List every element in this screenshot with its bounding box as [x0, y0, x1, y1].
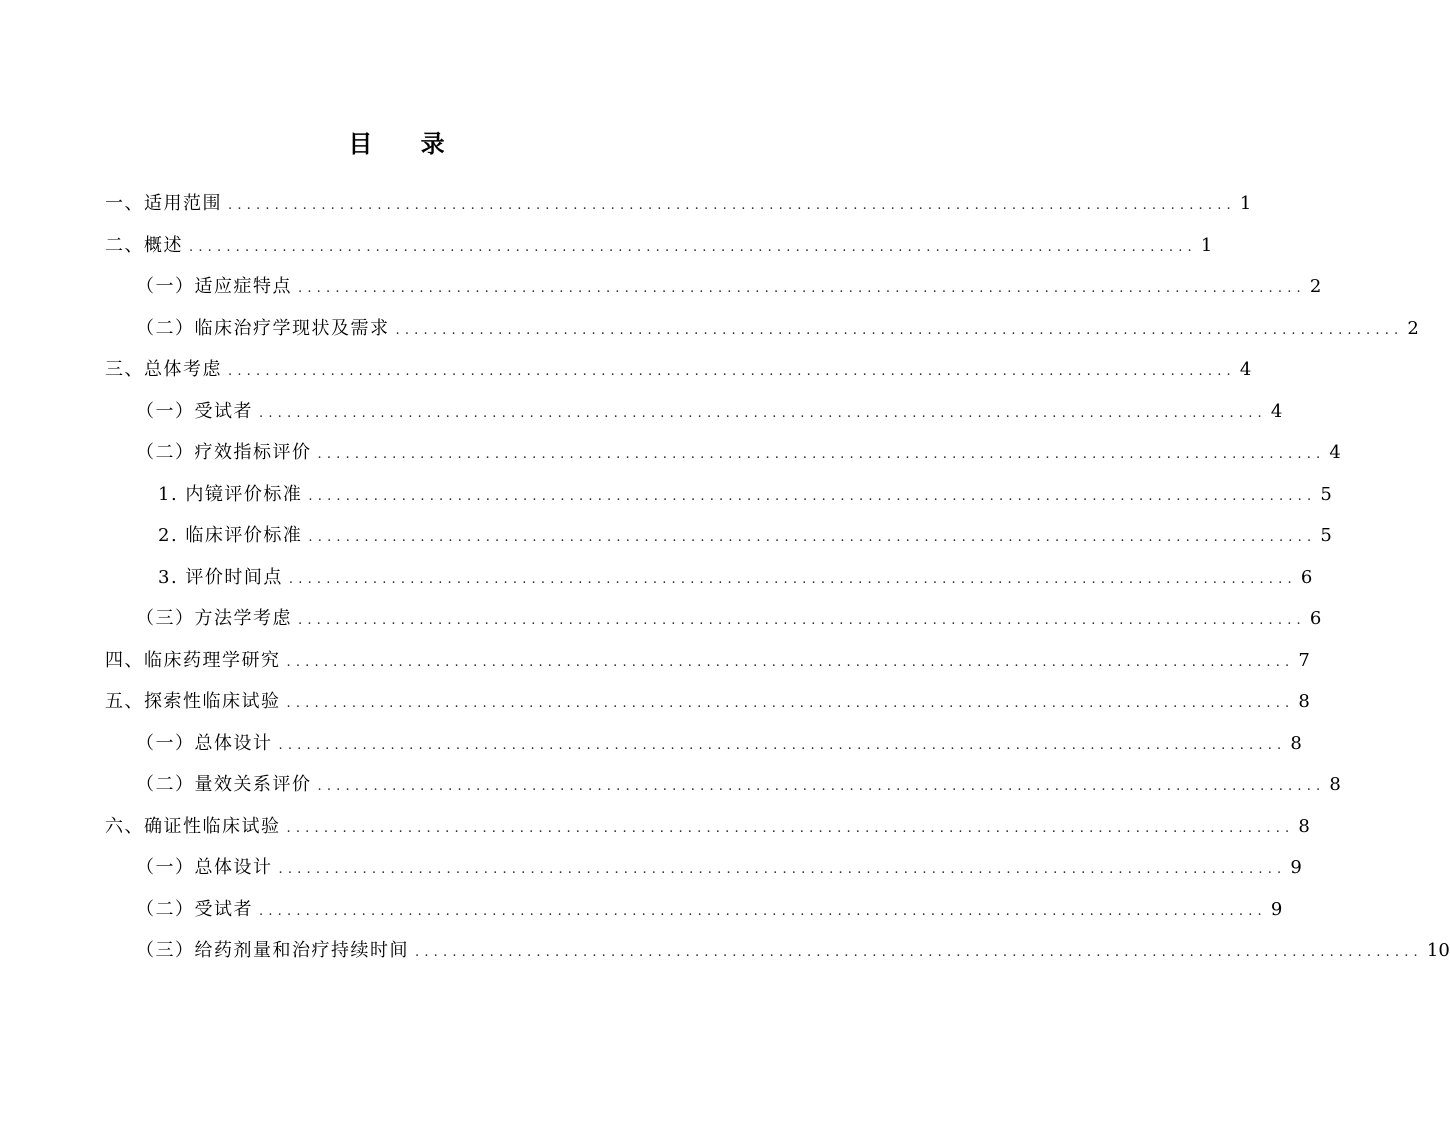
toc-entry-page: 8 [1329, 774, 1341, 795]
toc-entry[interactable] [105, 352, 1252, 388]
toc-entry-label: 三、总体考虑 [105, 359, 222, 380]
toc-entry[interactable] [136, 601, 1322, 637]
dot-leader: ............................................................................................................ [298, 613, 1306, 628]
toc-entry-page: 7 [1298, 649, 1310, 671]
dot-leader: ............................................................................................................ [259, 903, 1267, 919]
toc-entry[interactable] [136, 850, 1302, 886]
toc-entry[interactable] [158, 477, 1332, 513]
dot-leader: ............................................................................................................ [298, 281, 1306, 296]
toc-entry-page: 8 [1290, 732, 1302, 754]
toc-entry-label: 2. 临床评价标准 [158, 525, 303, 546]
toc-entry-label: （三）方法学考虑 [136, 608, 292, 629]
toc-entry[interactable] [158, 560, 1313, 596]
toc-entry[interactable] [136, 726, 1302, 762]
dot-leader: ............................................................................................................ [278, 737, 1287, 753]
toc-entry[interactable] [158, 518, 1332, 554]
toc-entry-page: 4 [1270, 400, 1283, 422]
dot-leader: ............................................................................................................ [278, 862, 1287, 877]
dot-leader: ............................................................................................................ [259, 405, 1267, 421]
toc-entry-label: （二）量效关系评价 [136, 774, 312, 795]
toc-entry-label: （二）疗效指标评价 [136, 442, 312, 463]
toc-entry-label: （一）适应症特点 [136, 276, 292, 297]
toc-entry[interactable] [105, 809, 1310, 845]
toc-entry-label: （一）总体设计 [136, 732, 273, 754]
toc-entry-page: 4 [1329, 442, 1341, 463]
dot-leader: ............................................................................................................ [228, 198, 1236, 213]
dot-leader: ............................................................................................................ [286, 820, 1295, 836]
toc-entry[interactable] [105, 684, 1310, 720]
toc-entry[interactable] [136, 767, 1341, 803]
toc-entry-label: 五、探索性临床试验 [105, 691, 281, 712]
toc-entry-page: 1 [1200, 234, 1213, 256]
toc-entry-page: 9 [1290, 857, 1302, 878]
toc-entry-label: 二、概述 [105, 234, 183, 256]
toc-entry-page: 2 [1309, 276, 1322, 297]
toc-entry[interactable] [136, 435, 1341, 471]
dot-leader: ............................................................................................................ [228, 364, 1236, 379]
toc-entry-label: 1. 内镜评价标准 [158, 483, 303, 505]
toc-entry[interactable] [105, 643, 1310, 679]
toc-entry-page: 5 [1320, 483, 1332, 505]
toc-entry-label: （二）受试者 [136, 898, 253, 920]
toc-entry-page: 1 [1239, 193, 1252, 214]
dot-leader: ............................................................................................................ [308, 530, 1317, 545]
toc-entry-label: 六、确证性临床试验 [105, 815, 281, 837]
dot-leader: ............................................................................................................ [288, 571, 1297, 587]
dot-leader: ............................................................................................................ [286, 654, 1295, 670]
toc-entry-label: （一）受试者 [136, 400, 253, 422]
page-title: 目 录 [348, 129, 465, 158]
toc-entry-page: 2 [1407, 317, 1419, 339]
toc-entry-page: 8 [1298, 815, 1310, 837]
toc-entry-page: 6 [1300, 566, 1313, 588]
toc-entry-label: （一）总体设计 [136, 857, 273, 878]
toc-entry-label: 一、适用范围 [105, 193, 222, 214]
dot-leader: ............................................................................................................ [189, 239, 1197, 255]
dot-leader: ............................................................................................................ [317, 447, 1326, 462]
dot-leader: ............................................................................................................ [395, 322, 1404, 338]
toc-entry-label: （二）临床治疗学现状及需求 [136, 317, 390, 339]
toc-entry[interactable] [136, 269, 1322, 305]
toc-entry-page: 6 [1309, 608, 1322, 629]
toc-entry-label: 四、临床药理学研究 [105, 649, 281, 671]
toc-entry-page: 4 [1239, 359, 1252, 380]
toc-entry-page: 5 [1320, 525, 1332, 546]
dot-leader: ............................................................................................................ [317, 779, 1326, 794]
toc-entry-label: （三）给药剂量和治疗持续时间 [136, 940, 409, 961]
dot-leader: ............................................................................................................ [308, 488, 1317, 504]
dot-leader: ............................................................................................................ [286, 696, 1295, 711]
dot-leader: ............................................................................................................ [415, 945, 1423, 960]
toc-entry[interactable] [136, 394, 1283, 430]
toc-entry[interactable] [136, 933, 1450, 969]
toc-entry[interactable] [136, 311, 1419, 347]
toc-entry[interactable] [105, 228, 1213, 264]
toc-entry-label: 3. 评价时间点 [158, 566, 283, 588]
toc-entry[interactable] [136, 892, 1283, 928]
toc-entry[interactable] [105, 186, 1252, 222]
toc-entry-page: 8 [1298, 691, 1310, 712]
toc-entry-page: 9 [1270, 898, 1283, 920]
toc-entry-page: 10 [1426, 940, 1450, 961]
